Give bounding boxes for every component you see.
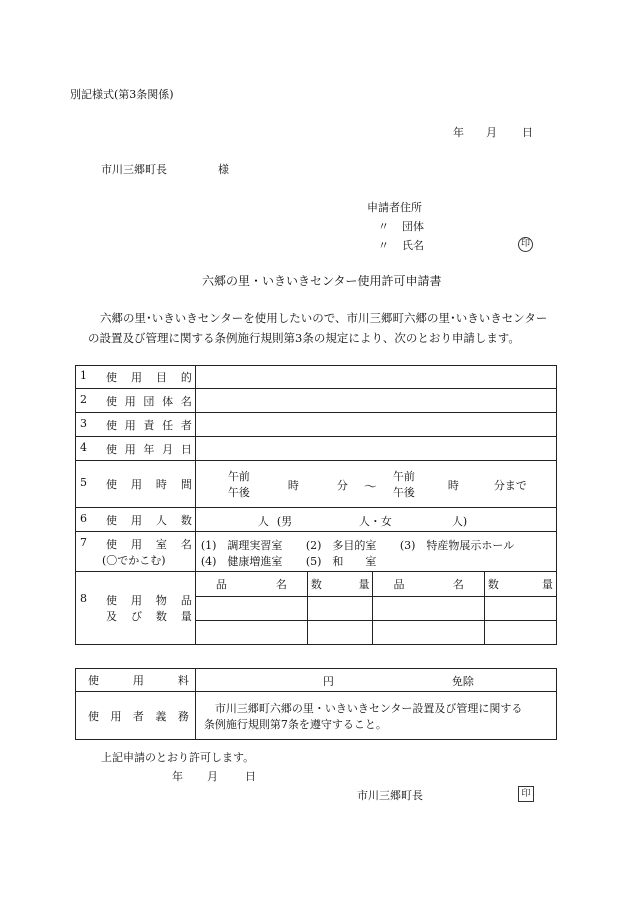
item-name-field[interactable] [373, 596, 484, 620]
row-label: 3 使 用 責 任 者 [76, 413, 196, 437]
room-select-field[interactable]: (1) 調理実習室 (2) 多目的室 (3) 特産物展示ホール (4) 健康増進室 (5) 和 室 [195, 532, 556, 572]
table-row [76, 389, 557, 413]
mayor-label: 市川三郷町長 [357, 789, 423, 802]
row-label: 6 使 用 人 数 [76, 508, 196, 532]
responsible-person-field[interactable] [195, 413, 556, 437]
table-row [76, 508, 557, 532]
footer-year: 年 [172, 770, 183, 783]
form-label: 別記様式(第3条関係) [70, 88, 174, 101]
item-header: 品 名 [373, 572, 484, 596]
date-day: 日 [522, 126, 533, 139]
addressee: 市川三郷町長 [101, 163, 167, 176]
applicant-address-label: 申請者住所 [367, 201, 422, 214]
row-label: 7 使 用 室 名 (〇でかこむ) [76, 532, 196, 572]
table-row [76, 572, 557, 645]
item-qty-field[interactable] [484, 620, 556, 644]
item-qty-field[interactable] [307, 596, 373, 620]
row-label: 1 使 用 目 的 [76, 366, 196, 389]
document-title: 六郷の里・いきいきセンター使用許可申請書 [202, 274, 442, 288]
ditto-mark: 〃 [378, 239, 389, 252]
application-table [75, 365, 557, 645]
fee-row [76, 669, 557, 692]
table-row [76, 532, 557, 572]
goods-cell [195, 572, 556, 645]
table-row [76, 437, 557, 461]
duty-label: 使 用 者 義 務 [76, 692, 196, 740]
footer-month: 月 [207, 770, 218, 783]
table-row [76, 413, 557, 437]
qty-header: 数 量 [307, 572, 373, 596]
item-name-field[interactable] [196, 620, 307, 644]
qty-header: 数 量 [484, 572, 556, 596]
goods-header-row [196, 572, 556, 596]
footer-day: 日 [245, 770, 256, 783]
item-name-field[interactable] [373, 620, 484, 644]
item-qty-field[interactable] [307, 620, 373, 644]
applicant-name-label: 氏名 [402, 239, 424, 252]
row-label: 5 使 用 時 間 [76, 461, 196, 508]
intro-line-2: の設置及び管理に関する条例施行規則第3条の規定により、次のとおり申請します。 [88, 331, 520, 345]
ditto-mark: 〃 [378, 220, 389, 233]
table-row [76, 366, 557, 389]
date-year: 年 [453, 126, 464, 139]
item-header: 品 名 [196, 572, 307, 596]
headcount-field[interactable]: 人 (男 人・女 人) [195, 508, 556, 532]
table-row [76, 461, 557, 508]
duty-row [76, 692, 557, 740]
applicant-group-label: 団体 [402, 220, 424, 233]
fee-field[interactable]: 円 免除 [195, 669, 556, 692]
date-month: 月 [486, 126, 497, 139]
item-qty-field[interactable] [484, 596, 556, 620]
approval-text: 上記申請のとおり許可します。 [101, 751, 255, 764]
goods-row [196, 620, 556, 644]
row-label: 8 使 用 物 品 及 び 数 量 [76, 572, 196, 645]
fee-label: 使 用 料 [76, 669, 196, 692]
usage-time-field[interactable]: 午前 午後 時 分 ～ 午前 午後 時 分まで [195, 461, 556, 508]
fee-table [75, 668, 557, 740]
group-name-field[interactable] [195, 389, 556, 413]
goods-row [196, 596, 556, 620]
usage-date-field[interactable] [195, 437, 556, 461]
goods-table [196, 572, 556, 644]
seal-icon: 印 [518, 236, 533, 252]
row-label: 4 使 用 年 月 日 [76, 437, 196, 461]
addressee-honorific: 様 [218, 163, 229, 176]
item-name-field[interactable] [196, 596, 307, 620]
intro-line-1: 六郷の里･いきいきセンターを使用したいので、市川三郷町六郷の里･いきいきセンター [100, 311, 548, 325]
duty-text: 市川三郷町六郷の里・いきいきセンター設置及び管理に関する 条例施行規則第7条を遵守すること。 [195, 692, 556, 740]
seal-icon: 印 [518, 786, 534, 802]
row-label: 2 使 用 団 体 名 [76, 389, 196, 413]
purpose-field[interactable] [195, 366, 556, 389]
